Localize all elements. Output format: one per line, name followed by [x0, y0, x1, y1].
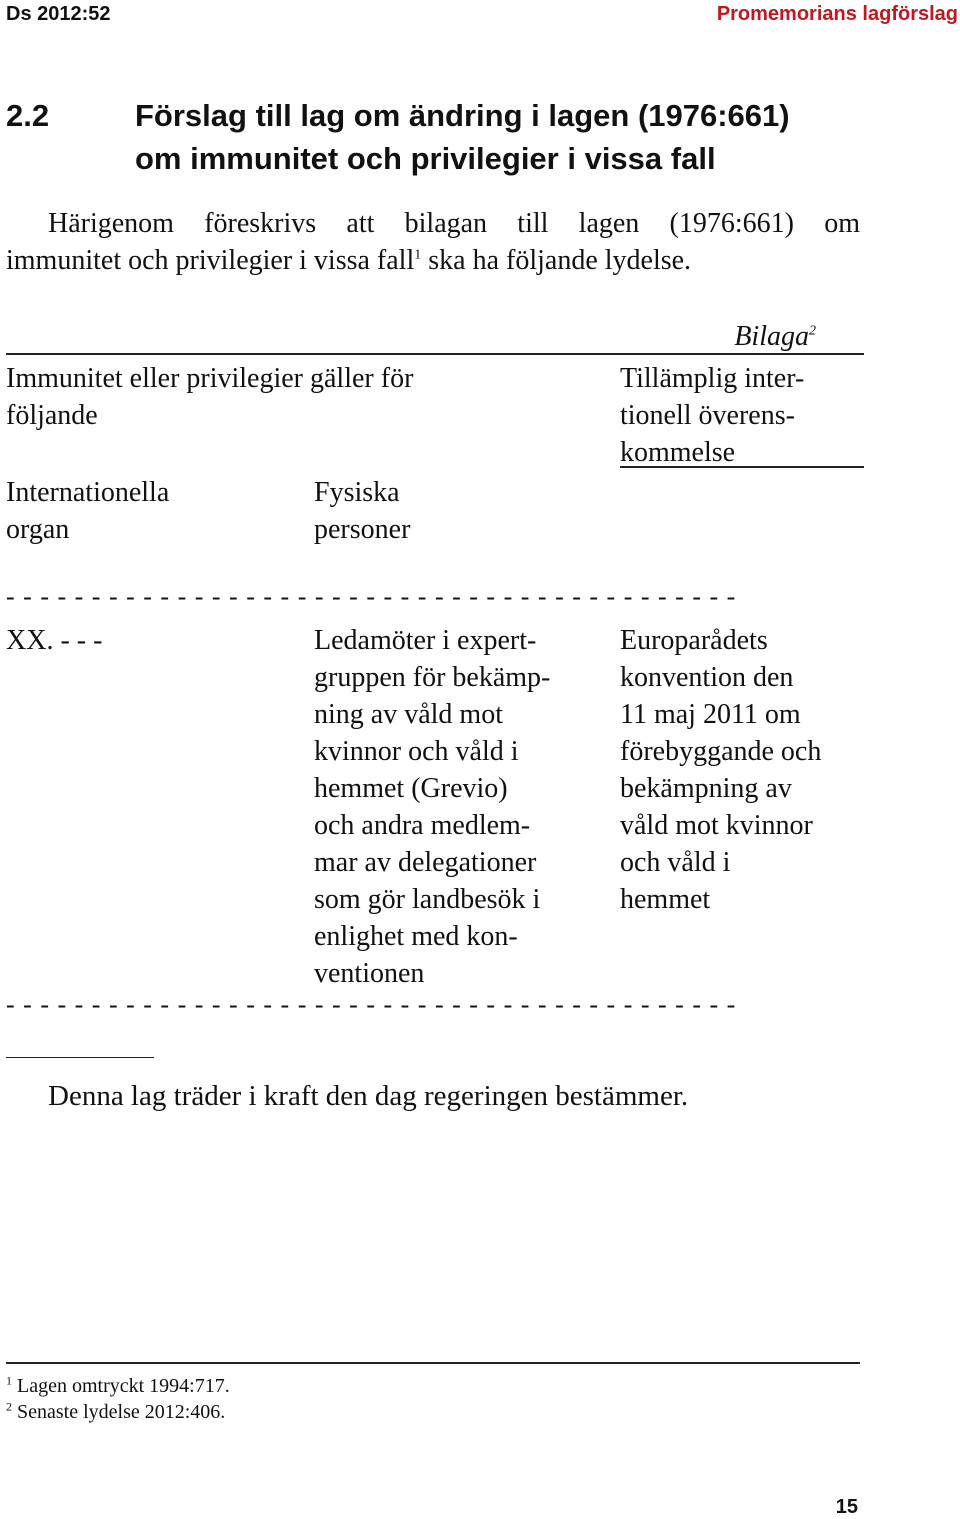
footnote-number: 1	[6, 1373, 12, 1388]
header-line: Tillämplig inter-	[620, 363, 805, 394]
table-row-identifier: XX. - - -	[6, 625, 103, 656]
page-number: 15	[835, 1496, 858, 1518]
header-line: kommelse	[620, 437, 736, 468]
cell-line: bekämpning av	[620, 773, 792, 804]
cell-line: hemmet	[620, 884, 711, 915]
entry-into-force-rule	[6, 1057, 154, 1058]
running-header-right: Promemorians lagförslag	[716, 3, 958, 25]
section-number: 2.2	[6, 98, 50, 133]
intro-paragraph-line-1: Härigenom föreskrivs att bilagan till lagen (1976:661) om	[48, 208, 860, 239]
header-line: tionell överens-	[620, 400, 795, 431]
intro-text-a: immunitet och privilegier i vissa fall	[6, 245, 415, 276]
footnote-text: Senaste lydelse 2012:406.	[17, 1401, 226, 1423]
table-row-persons	[314, 622, 614, 992]
cell-line: ventionen	[314, 958, 425, 989]
cell-line: enlighet med kon-	[314, 921, 518, 952]
table-top-rule	[6, 353, 864, 355]
subheader-line: personer	[314, 514, 411, 545]
subheader-line: Fysiska	[314, 477, 400, 508]
table-header-treaty	[620, 360, 860, 471]
section-title-line-2: om immunitet och privilegier i vissa fall	[135, 141, 716, 176]
omission-dashes-bottom: - - - - - - - - - - - - - - - - - - - - - - - - - - - - - - - - - - - - - - - - - - -	[6, 990, 737, 1019]
footnote-separator	[6, 1362, 860, 1364]
cell-line: konvention den	[620, 662, 794, 693]
subheader-line: organ	[6, 514, 70, 545]
footnote-ref-2: 2	[809, 323, 816, 339]
footnote-2	[6, 1399, 225, 1425]
header-line: Immunitet eller privilegier gäller för	[6, 363, 414, 394]
cell-line: mar av delegationer	[314, 847, 537, 878]
header-line: följande	[6, 400, 98, 431]
cell-line: våld mot kvinnor	[620, 810, 813, 841]
footnote-text: Lagen omtryckt 1994:717.	[17, 1375, 230, 1397]
cell-line: 11 maj 2011 om	[620, 699, 801, 730]
cell-line: hemmet (Grevio)	[314, 773, 508, 804]
cell-line: gruppen för bekämp-	[314, 662, 551, 693]
running-header-left: Ds 2012:52	[6, 3, 111, 25]
appendix-label-text: Bilaga	[734, 321, 809, 352]
table-header-underline	[620, 466, 864, 468]
cell-line: och våld i	[620, 847, 731, 878]
cell-line: som gör landbesök i	[314, 884, 541, 915]
cell-line: och andra medlem-	[314, 810, 531, 841]
cell-line: ning av våld mot	[314, 699, 503, 730]
cell-line: Europarådets	[620, 625, 768, 656]
table-subheader-persons	[314, 474, 594, 548]
footnote-1	[6, 1373, 230, 1399]
subheader-line: Internationella	[6, 477, 170, 508]
intro-text-b: ska ha följande lydelse.	[421, 245, 692, 276]
cell-line: kvinnor och våld i	[314, 736, 519, 767]
footnote-number: 2	[6, 1399, 12, 1414]
intro-paragraph-line-2	[6, 242, 691, 279]
entry-into-force-text: Denna lag träder i kraft den dag regeringen bestämmer.	[48, 1080, 689, 1112]
table-header-applies-to	[6, 360, 506, 434]
cell-line: Ledamöter i expert-	[314, 625, 537, 656]
appendix-label	[620, 318, 816, 355]
table-subheader-organizations	[6, 474, 286, 548]
omission-dashes-top: - - - - - - - - - - - - - - - - - - - - - - - - - - - - - - - - - - - - - - - - - - -	[6, 582, 737, 611]
section-title-line-1: Förslag till lag om ändring i lagen (1976:661)	[135, 98, 790, 133]
footnote-ref-1: 1	[414, 247, 422, 263]
table-row-treaty	[620, 622, 880, 918]
cell-line: förebyggande och	[620, 736, 822, 767]
